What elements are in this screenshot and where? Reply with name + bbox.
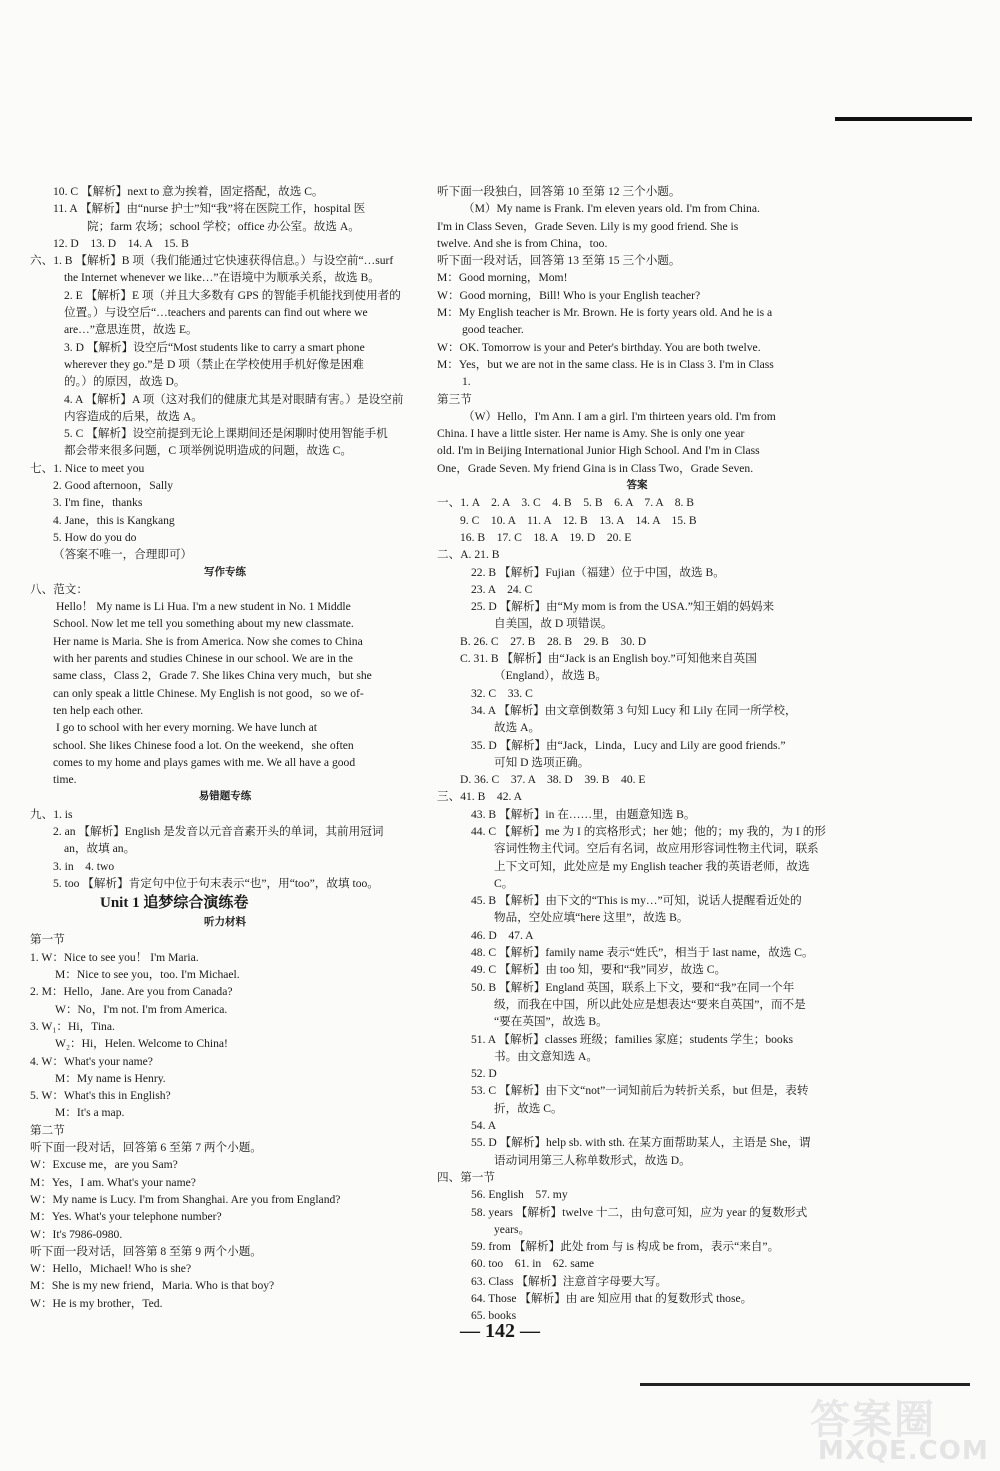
text-line: old. I'm in Beijing International Junior High School. And I'm in Class [437,444,760,458]
text-line: twelve. And she is from China，too. [437,236,608,250]
text-line: 1. W：Nice to see you！ I'm Maria. [30,950,199,964]
text-line: wherever they go.”是 D 项（禁止在学校使用手机好像是困难 [64,357,364,371]
text-line: 4. Jane，this is Kangkang [53,513,175,527]
text-line: 答案 [626,480,648,492]
text-line: 第二节 [30,1123,65,1137]
text-line: “要在英国”，故选 B。 [494,1015,608,1029]
left-column [30,183,420,1312]
text-line: 写作专练 [204,566,246,578]
text-line: are…”意思连贯，故选 E。 [64,323,198,337]
text-line: the Internet whenever we like…”在语境中为顺承关系，故选 B。 [64,271,380,285]
text-line: 自美国，故 D 项错误。 [494,617,613,631]
text-line: 听下面一段独白，回答第 10 至第 12 三个小题。 [437,185,681,198]
text-line: 5. W：What's this in English? [30,1089,171,1103]
text-line: same class，Class 2，Grade 7. She likes China very much，but she [53,669,372,683]
text-line: 35. D 【解析】由“Jack，Linda，Lucy and Lily are good friends.” [471,738,786,752]
text-line: School. Now let me tell you something about my new classmate. [53,617,354,631]
text-line: M：Yes. What's your telephone number? [30,1210,222,1224]
watermark-url: MXQE.COM [818,1436,989,1466]
text-line: 10. C 【解析】next to 意为挨着，固定搭配，故选 C。 [53,185,324,198]
text-line: W：Excuse me，are you Sam? [30,1158,178,1172]
text-line: 11. A 【解析】由“nurse 护士”知“我”将在医院工作，hospital 医 [53,202,366,216]
text-line: 可知 D 选项正确。 [494,755,590,769]
text-line: 易错题专练 [198,791,252,803]
right-column [437,183,837,1325]
text-line: 52. D [471,1067,497,1081]
text-line: 56. English 57. my [471,1188,568,1202]
text-line: 二、A. 21. B [437,548,500,562]
text-line: 都会带来很多问题，C 项举例说明造成的问题，故选 C。 [64,444,352,458]
text-line: 九、1. is [30,807,73,821]
text-line: 容词性物主代词。空后有名词，故应用形容词性物主代词，联系 [494,842,819,856]
text-line: W：It's 7986-0980. [30,1227,123,1241]
text-line: W：Hello，Michael! Who is she? [30,1262,192,1276]
text-line: 44. C 【解析】me 为 I 的宾格形式；her 她；他的；my 我的，为 I 的形 [471,824,826,838]
text-line: 34. A 【解析】由文章倒数第 3 句知 Lucy 和 Lily 在同一所学校， [471,703,797,717]
text-line: 51. A 【解析】classes 班级；families 家庭；students 学生；books [471,1032,794,1046]
text-line: years。 [494,1222,531,1236]
text-line: M：Yes，I am. What's your name? [30,1175,196,1189]
watermark-logo [810,1388,990,1466]
header-rule [835,117,972,121]
text-line: Hello！ My name is Li Hua. I'm a new student in No. 1 Middle [56,600,351,614]
text-line: 六、1. B 【解析】B 项（我们能通过它快速获得信息。）与设空前“…surf [30,254,394,268]
text-line: 院；farm 农场；school 学校；office 办公室。故选 A。 [87,219,360,233]
text-line: 书。由文意知选 A。 [494,1049,599,1063]
text-line: comes to my home and plays games with me. We all have a good [53,755,356,769]
text-line: 2. M：Hello，Jane. Are you from Canada? [30,985,233,999]
text-line: 25. D 【解析】由“My mom is from the USA.”知王娟的妈妈来 [471,600,775,614]
text-line: 49. C 【解析】由 too 知，要和“我”同岁，故选 C。 [471,963,727,977]
text-line: 64. Those 【解析】由 are 知应用 that 的复数形式 those。 [471,1292,753,1305]
text-line: W：He is my brother，Ted. [30,1296,163,1310]
text-line: 16. B 17. C 18. A 19. D 20. E [460,530,632,544]
text-line: 5. too 【解析】肯定句中位于句末表示“也”，用“too”，故填 too。 [53,876,379,890]
text-line: 语动词用第三人称单数形式，故选 D。 [494,1153,691,1167]
text-line: 故选 A。 [494,721,541,735]
text-line: 内容造成的后果，故选 A。 [64,409,203,423]
text-line: 三、41. B 42. A [437,790,523,804]
text-line: 63. Class 【解析】注意首字母要大写。 [471,1274,668,1288]
text-line: I go to school with her every morning. We have lunch at [56,721,317,735]
text-line: with her parents and studies Chinese in our school. We are in the [53,652,353,666]
text-line: D. 36. C 37. A 38. D 39. B 40. E [460,773,646,787]
text-line: 听力材料 [204,917,246,929]
text-line: time. [53,773,77,787]
text-line: 1. [462,375,471,389]
text-line: good teacher. [462,323,524,337]
text-line: 50. B 【解析】England 英国，联系上下文，要和“我”在同一个年 [471,980,795,994]
text-line: school. She likes Chinese food a lot. On the weekend，she often [53,738,354,752]
text-line: M：Good morning，Mom! [437,271,568,285]
text-line: （W）Hello，I'm Ann. I am a girl. I'm thirteen years old. I'm from [463,409,776,423]
text-line: 54. A [471,1119,497,1133]
text-line: 48. C 【解析】family name 表示“姓氏”，相当于 last name，故选 C。 [471,946,814,960]
text-line: 60. too 61. in 62. same [471,1257,595,1271]
text-line: 23. A 24. C [471,582,533,596]
text-line: 第一节 [30,933,65,947]
text-line: 2. E 【解析】E 项（并且大多数有 GPS 的智能手机能找到使用者的 [64,288,401,302]
text-line: 53. C 【解析】由下文“not”一词知前后为转折关系，but 但是，表转 [471,1084,809,1098]
text-line: Her name is Maria. She is from America. Now she comes to China [53,634,363,648]
text-line: 43. B 【解析】in 在……里，由题意知选 B。 [471,807,696,821]
text-line: C. 31. B 【解析】由“Jack is an English boy.”可知他来自英国 [460,652,757,666]
text-line: 听下面一段对话，回答第 13 至第 15 三个小题。 [437,254,681,268]
text-line: 位置。）与设空后“…teachers and parents can find out where we [64,306,368,320]
text-line: 4. A 【解析】A 项（这对我们的健康尤其是对眼睛有害。）是设空前 [64,392,404,406]
text-line: W：Good morning，Bill! Who is your English teacher? [437,288,701,302]
text-line: 45. B 【解析】由下文的“This is my…”可知，说话人提醒看近处的 [471,894,802,908]
text-line: 七、1. Nice to meet you [30,461,145,475]
text-line: C。 [494,876,514,890]
text-line: 八、范文： [30,582,88,596]
text-line: 5. How do you do [53,530,137,544]
text-line: 5. C 【解析】设空前提到无论上课期间还是闲聊时使用智能手机 [64,427,388,441]
text-line: 22. B 【解析】Fujian（福建）位于中国，故选 B。 [471,565,725,579]
text-line: 级，而我在中国，所以此处应是想表达“要来自英国”，而不是 [494,997,806,1011]
text-line: 2. Good afternoon，Sally [53,479,174,493]
text-line: （答案不唯一，合理即可） [53,548,193,562]
text-line: W：My name is Lucy. I'm from Shanghai. Are you from England? [30,1192,341,1206]
text-line: 折，故选 C。 [494,1101,563,1115]
text-line: 物品，空处应填“here 这里”，故选 B。 [494,911,689,925]
text-line: 46. D 47. A [471,928,534,942]
text-line: B. 26. C 27. B 28. B 29. B 30. D [460,634,647,648]
text-line: 3. D 【解析】设空后“Most students like to carry a smart phone [64,340,365,354]
text-line: an，故填 an。 [64,842,136,856]
text-line: W：OK. Tomorrow is your and Peter's birthday. You are both twelve. [437,340,761,354]
text-line: 四、第一节 [437,1170,495,1184]
text-line: M：It's a map. [55,1106,125,1120]
text-line: M：Yes，but we are not in the same class. He is in Class 3. I'm in Class [437,357,774,371]
text-line: M：She is my new friend，Maria. Who is that boy? [30,1279,275,1293]
text-line: W₂：Hi，Helen. Welcome to China! [55,1037,228,1051]
text-line: 2. an 【解析】English 是发音以元音音素开头的单词，其前用冠词 [53,824,384,838]
page-number: — 142 — [460,1320,540,1342]
text-line: 3. in 4. two [53,859,115,873]
text-line: Unit 1 追梦综合演练卷 [100,895,249,912]
text-line: ten help each other. [53,703,144,717]
text-line: 58. years 【解析】twelve 十二，由句意可知，应为 year 的复数形式 [471,1205,808,1219]
text-line: （M）My name is Frank. I'm eleven years old. I'm from China. [463,202,760,216]
text-line: 55. D 【解析】help sb. with sth. 在某方面帮助某人，主语是 She，谓 [471,1136,811,1150]
text-line: M：Nice to see you，too. I'm Michael. [55,968,240,982]
text-line: 3. I'm fine，thanks [53,496,143,510]
text-line: （England），故选 B。 [494,669,608,683]
text-line: M：My name is Henry. [55,1071,166,1085]
text-line: 听下面一段对话，回答第 6 至第 7 两个小题。 [30,1141,262,1155]
text-line: 第三节 [437,392,472,406]
watermark-text: 答案圈 [810,1397,936,1443]
text-line: 65. books [471,1309,517,1323]
text-line: 听下面一段对话，回答第 8 至第 9 两个小题。 [30,1244,262,1258]
footer-rule [640,1383,970,1386]
text-line: 3. W₁：Hi，Tina. [30,1019,115,1033]
text-line: 12. D 13. D 14. A 15. B [53,236,189,250]
text-line: can only speak a little Chinese. My English is not good，so we of- [53,686,364,700]
text-line: 59. from 【解析】此处 from 与 is 构成 be from，表示“来自”。 [471,1240,780,1254]
text-line: M：My English teacher is Mr. Brown. He is forty years old. And he is a [437,306,773,320]
text-line: 4. W：What's your name? [30,1054,153,1068]
text-line: I'm in Class Seven，Grade Seven. Lily is my good friend. She is [437,219,739,233]
text-line: China. I have a little sister. Her name is Amy. She is only one year [437,427,745,441]
text-line: One，Grade Seven. My friend Gina is in Class Two，Grade Seven. [437,461,754,475]
text-line: 一、1. A 2. A 3. C 4. B 5. B 6. A 7. A 8. B [437,496,695,510]
text-line: 的。）的原因，故选 D。 [64,375,186,389]
text-line: W：No，I'm not. I'm from America. [55,1002,228,1016]
text-line: 32. C 33. C [471,686,533,700]
text-line: 9. C 10. A 11. A 12. B 13. A 14. A 15. B [460,513,697,527]
text-line: 上下文可知，此处应是 my English teacher 我的英语老师，故选 [494,859,810,873]
